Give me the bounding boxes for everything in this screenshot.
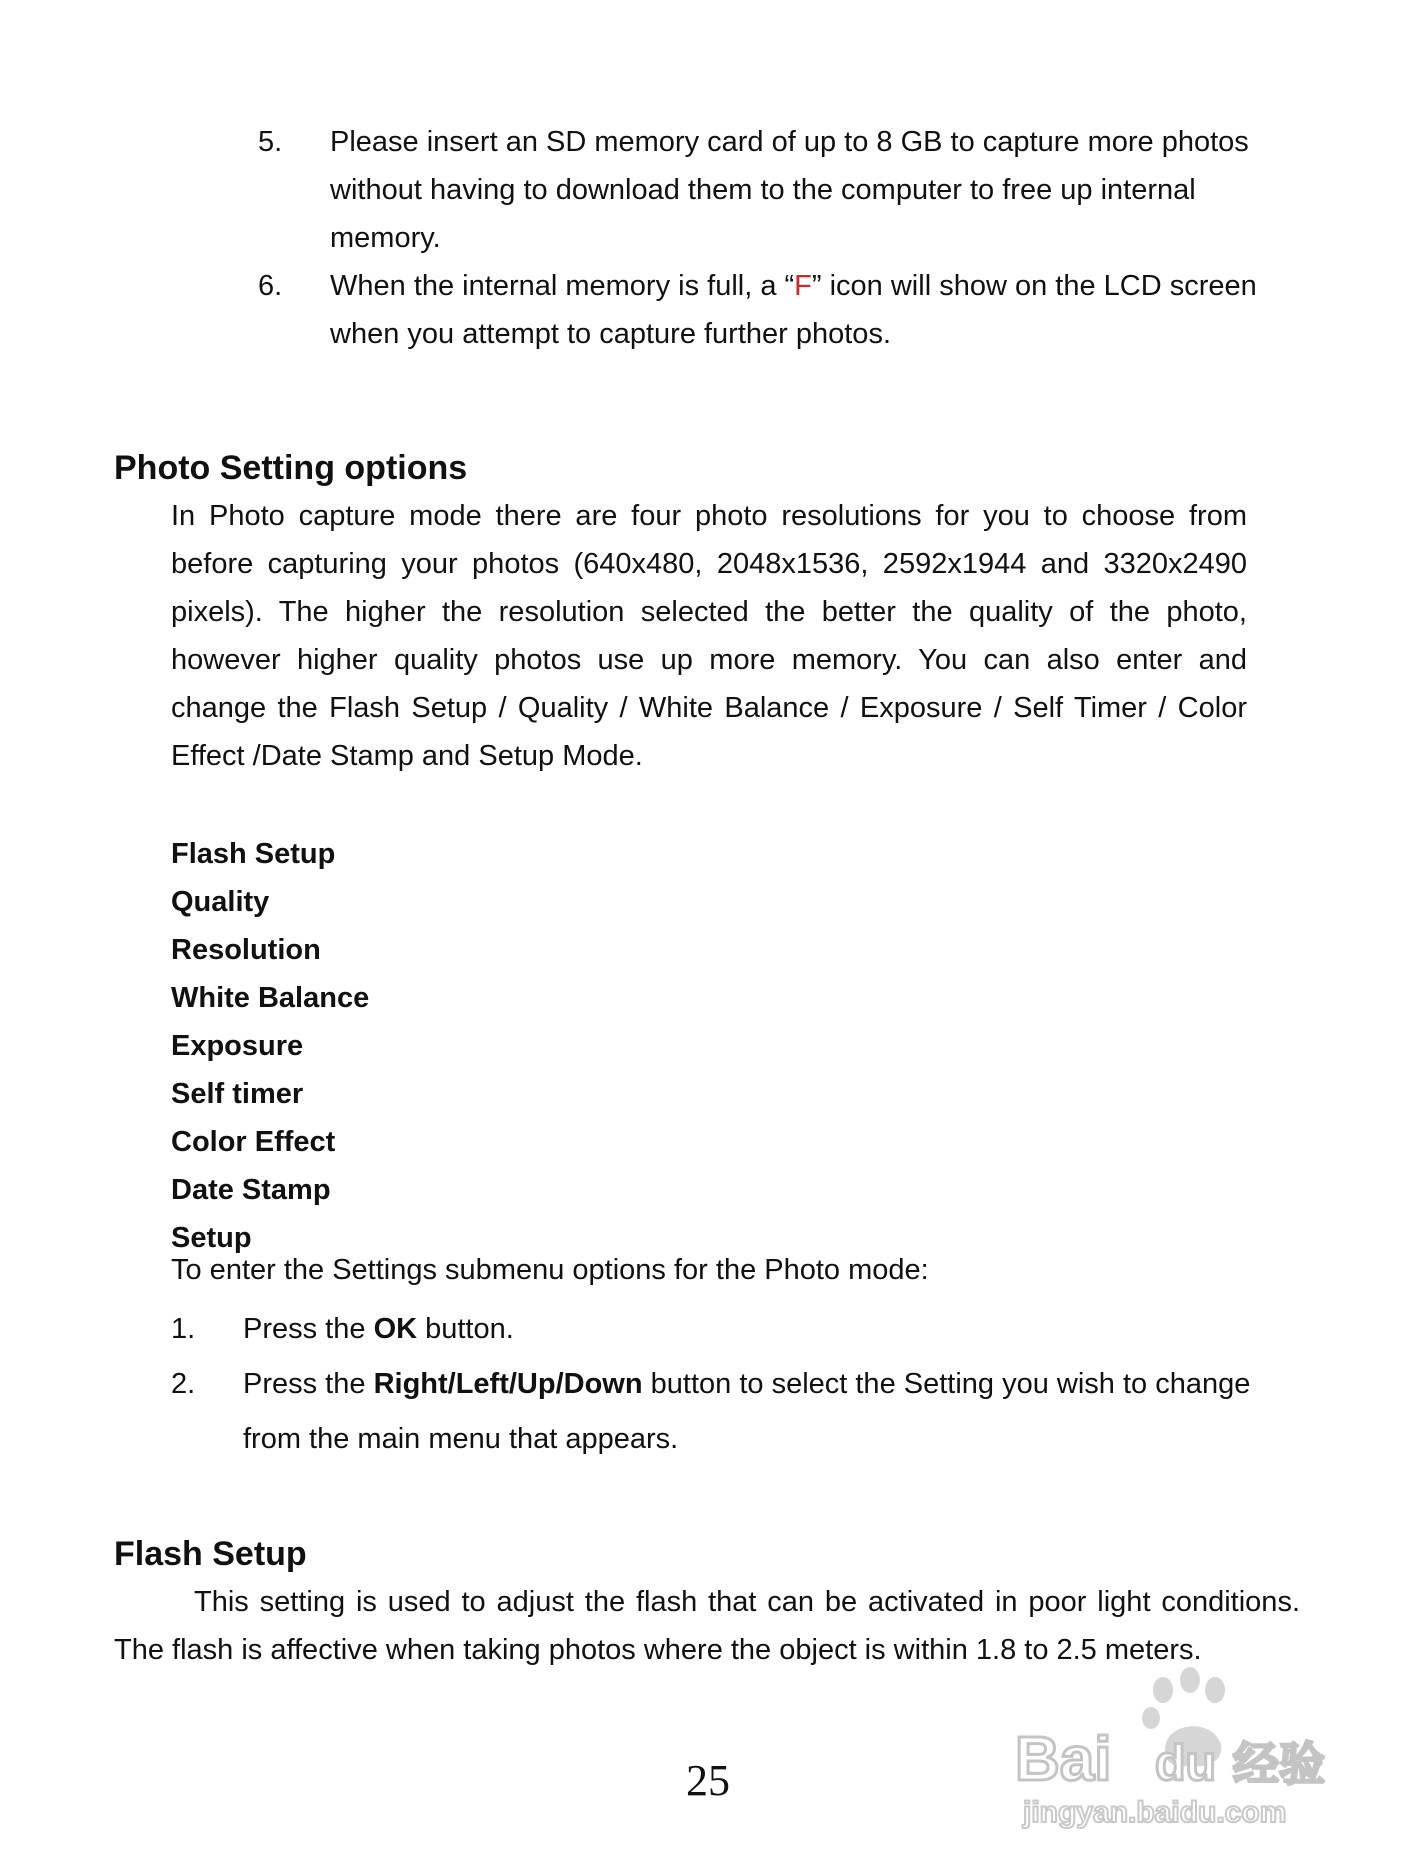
menu-item-exposure: Exposure bbox=[171, 1030, 304, 1062]
section-heading-flash-setup: Flash Setup bbox=[114, 1535, 307, 1573]
step-number: 1. bbox=[171, 1313, 196, 1345]
steps-intro: To enter the Settings submenu options for the Photo mode: bbox=[171, 1254, 929, 1286]
menu-item-self-timer: Self timer bbox=[171, 1078, 304, 1110]
svg-text:jingyan.baidu.com: jingyan.baidu.com bbox=[1023, 1796, 1287, 1829]
page-number: 25 bbox=[686, 1756, 730, 1805]
step-text: Press the Right/Left/Up/Down button to select the Setting you wish to change from the main menu that appears. bbox=[243, 1368, 1251, 1455]
baidu-jingyan-watermark bbox=[1005, 1660, 1345, 1830]
section-heading-photo-settings: Photo Setting options bbox=[114, 449, 468, 487]
settings-menu-list bbox=[171, 830, 369, 1262]
menu-item-resolution: Resolution bbox=[171, 934, 321, 966]
menu-item-quality: Quality bbox=[171, 886, 270, 918]
section-paragraph: In Photo capture mode there are four photo resolutions for you to choose from before capturing your photos (640x480, 2048x1536, 2592x1944 and 3320x2490 pixels). The higher the resolution selected the better the quality of the photo, however higher quality photos use up more memory. You can also enter and change the Flash Setup / Quality / White Balance / Exposure / Self Timer / Color Effect /Date Stamp and Setup Mode. bbox=[171, 500, 1247, 772]
step-1 bbox=[171, 1302, 1251, 1357]
list-item-6 bbox=[258, 262, 1298, 358]
menu-item-setup: Setup bbox=[171, 1222, 252, 1254]
menu-item-color-effect: Color Effect bbox=[171, 1126, 336, 1158]
list-number: 5. bbox=[258, 126, 283, 158]
menu-item-flash-setup: Flash Setup bbox=[171, 838, 336, 870]
svg-text:Bai: Bai bbox=[1015, 1725, 1112, 1794]
menu-item-date-stamp: Date Stamp bbox=[171, 1174, 331, 1206]
list-item-text: Please insert an SD memory card of up to 8 GB to capture more photos without having to download them to the computer to free up internal memory. bbox=[330, 126, 1249, 254]
list-item-text: When the internal memory is full, a “F” icon will show on the LCD screen when you attempt to capture further photos. bbox=[330, 270, 1257, 350]
step-number: 2. bbox=[171, 1368, 196, 1400]
step-2 bbox=[171, 1357, 1251, 1467]
menu-item-white-balance: White Balance bbox=[171, 982, 370, 1014]
svg-text:经验: 经验 bbox=[1233, 1737, 1325, 1791]
step-text: Press the OK button. bbox=[243, 1313, 514, 1345]
flash-setup-paragraph: This setting is used to adjust the flash that can be activated in poor light conditions. The flash is affective when taking photos where the object is within 1.8 to 2.5 meters. bbox=[114, 1586, 1300, 1666]
list-number: 6. bbox=[258, 270, 283, 302]
list-item-5 bbox=[258, 118, 1298, 262]
svg-text:du: du bbox=[1155, 1735, 1217, 1791]
full-memory-icon-letter: F bbox=[794, 270, 812, 302]
